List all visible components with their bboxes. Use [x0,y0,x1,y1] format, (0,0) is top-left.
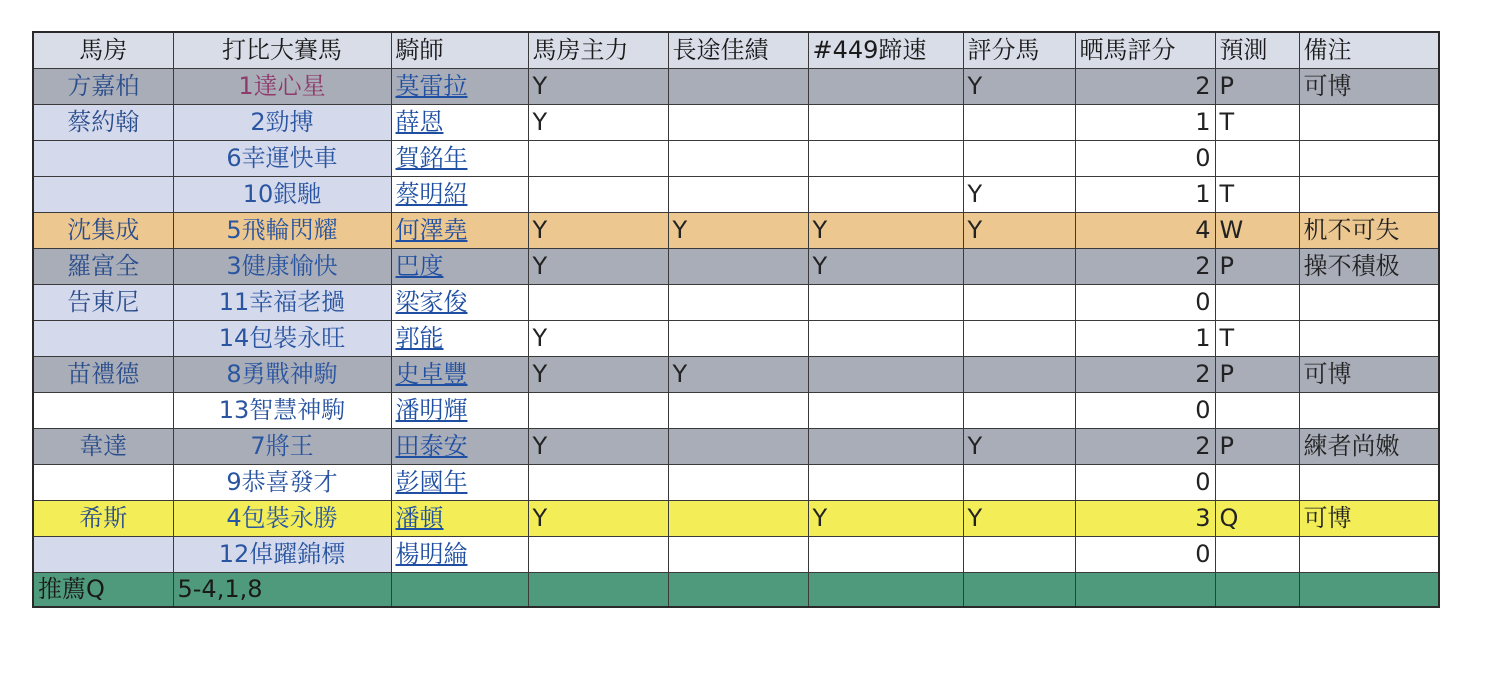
prediction-cell: P [1215,429,1299,465]
long-distance-cell [668,177,808,213]
rated-cell [963,105,1075,141]
long-distance-cell [668,429,808,465]
rated-cell [963,357,1075,393]
prediction-cell: W [1215,213,1299,249]
note-cell [1299,321,1439,357]
stable-cell: 苗禮德 [33,357,173,393]
stable-cell: 羅富全 [33,249,173,285]
rated-cell [963,537,1075,573]
footer-value: 5-4,1,8 [173,573,391,608]
speed-cell [808,537,963,573]
table-row [33,429,1439,465]
speed-cell [808,105,963,141]
long-distance-cell [668,501,808,537]
jockey-link[interactable]: 何澤堯 [391,213,528,249]
prediction-cell [1215,141,1299,177]
main-force-cell [528,285,668,321]
prediction-cell: P [1215,357,1299,393]
table-row [33,357,1439,393]
speed-cell [808,141,963,177]
jockey-link[interactable]: 彭國年 [391,465,528,501]
prediction-cell [1215,393,1299,429]
table-row [33,537,1439,573]
jockey-link[interactable]: 潘頓 [391,501,528,537]
score-cell: 2 [1075,429,1215,465]
main-force-cell: Y [528,105,668,141]
rated-cell [963,321,1075,357]
footer-label: 推薦Q [33,573,173,608]
rated-cell: Y [963,429,1075,465]
long-distance-cell [668,465,808,501]
long-distance-cell [668,321,808,357]
note-cell: 可博 [1299,69,1439,105]
prediction-cell: T [1215,321,1299,357]
stable-cell: 方嘉柏 [33,69,173,105]
note-cell [1299,537,1439,573]
horse-cell: 7將王 [173,429,391,465]
main-force-cell [528,537,668,573]
rated-cell: Y [963,501,1075,537]
table-row [33,285,1439,321]
score-cell: 0 [1075,537,1215,573]
long-distance-cell [668,393,808,429]
column-header: 打比大賽馬 [173,32,391,69]
note-cell: 操不積极 [1299,249,1439,285]
column-header: 長途佳績 [668,32,808,69]
column-header: 馬房 [33,32,173,69]
main-force-cell: Y [528,357,668,393]
note-cell: 可博 [1299,357,1439,393]
table-row [33,213,1439,249]
prediction-cell [1215,285,1299,321]
rated-cell [963,393,1075,429]
stable-cell [33,537,173,573]
long-distance-cell: Y [668,357,808,393]
long-distance-cell [668,249,808,285]
note-cell [1299,465,1439,501]
score-cell: 2 [1075,357,1215,393]
score-cell: 4 [1075,213,1215,249]
horse-cell: 1達心星 [173,69,391,105]
table-row [33,177,1439,213]
score-cell: 0 [1075,393,1215,429]
horse-cell: 9恭喜發才 [173,465,391,501]
rated-cell [963,141,1075,177]
main-force-cell: Y [528,249,668,285]
long-distance-cell: Y [668,213,808,249]
long-distance-cell [668,537,808,573]
column-header: 晒馬評分 [1075,32,1215,69]
column-header: 馬房主力 [528,32,668,69]
score-cell: 0 [1075,285,1215,321]
prediction-cell [1215,465,1299,501]
speed-cell [808,465,963,501]
table-row [33,249,1439,285]
table-row [33,501,1439,537]
score-cell: 0 [1075,141,1215,177]
score-cell: 3 [1075,501,1215,537]
main-force-cell [528,465,668,501]
column-header: #449蹄速 [808,32,963,69]
main-force-cell: Y [528,429,668,465]
rated-cell [963,465,1075,501]
long-distance-cell [668,105,808,141]
note-cell: 机不可失 [1299,213,1439,249]
score-cell: 1 [1075,321,1215,357]
stable-cell: 韋達 [33,429,173,465]
prediction-cell: T [1215,177,1299,213]
main-force-cell: Y [528,501,668,537]
column-header: 預測 [1215,32,1299,69]
note-cell [1299,393,1439,429]
stable-cell: 沈集成 [33,213,173,249]
main-force-cell: Y [528,321,668,357]
horse-cell: 11幸福老撾 [173,285,391,321]
main-force-cell: Y [528,213,668,249]
race-table [32,31,1440,608]
rated-cell: Y [963,69,1075,105]
horse-cell: 8勇戰神駒 [173,357,391,393]
stable-cell: 希斯 [33,501,173,537]
note-cell: 可博 [1299,501,1439,537]
jockey-link[interactable]: 莫雷拉 [391,69,528,105]
main-force-cell [528,393,668,429]
long-distance-cell [668,285,808,321]
rated-cell: Y [963,177,1075,213]
speed-cell [808,393,963,429]
speed-cell [808,357,963,393]
long-distance-cell [668,141,808,177]
footer-row [33,573,1439,608]
jockey-link[interactable]: 楊明綸 [391,537,528,573]
stable-cell [33,177,173,213]
score-cell: 1 [1075,105,1215,141]
table-row [33,141,1439,177]
note-cell [1299,141,1439,177]
speed-cell [808,69,963,105]
prediction-cell: Q [1215,501,1299,537]
table-row [33,69,1439,105]
score-cell: 1 [1075,177,1215,213]
note-cell [1299,105,1439,141]
column-header: 騎師 [391,32,528,69]
prediction-cell [1215,537,1299,573]
table-row [33,393,1439,429]
jockey-link[interactable]: 賀銘年 [391,141,528,177]
prediction-cell: T [1215,105,1299,141]
prediction-cell: P [1215,69,1299,105]
horse-cell: 3健康愉快 [173,249,391,285]
prediction-cell: P [1215,249,1299,285]
rated-cell: Y [963,213,1075,249]
horse-cell: 6幸運快車 [173,141,391,177]
long-distance-cell [668,69,808,105]
jockey-link[interactable]: 郭能 [391,321,528,357]
table-row [33,105,1439,141]
speed-cell: Y [808,249,963,285]
main-force-cell [528,177,668,213]
score-cell: 0 [1075,465,1215,501]
main-force-cell [528,141,668,177]
note-cell [1299,177,1439,213]
score-cell: 2 [1075,249,1215,285]
stable-cell: 告東尼 [33,285,173,321]
jockey-link[interactable]: 蔡明紹 [391,177,528,213]
column-header: 備注 [1299,32,1439,69]
header-row [33,32,1439,69]
table-row [33,465,1439,501]
speed-cell [808,285,963,321]
horse-cell: 2勁搏 [173,105,391,141]
note-cell [1299,285,1439,321]
horse-cell: 13智慧神駒 [173,393,391,429]
jockey-link[interactable]: 田泰安 [391,429,528,465]
note-cell: 練者尚嫩 [1299,429,1439,465]
stable-cell [33,321,173,357]
stable-cell [33,141,173,177]
speed-cell [808,177,963,213]
jockey-link[interactable]: 薛恩 [391,105,528,141]
speed-cell: Y [808,213,963,249]
rated-cell [963,285,1075,321]
speed-cell [808,321,963,357]
horse-cell: 5飛輪閃耀 [173,213,391,249]
score-cell: 2 [1075,69,1215,105]
main-force-cell: Y [528,69,668,105]
speed-cell [808,429,963,465]
horse-cell: 12倬躍錦標 [173,537,391,573]
jockey-link[interactable]: 梁家俊 [391,285,528,321]
jockey-link[interactable]: 潘明輝 [391,393,528,429]
stable-cell: 蔡約翰 [33,105,173,141]
horse-cell: 4包裝永勝 [173,501,391,537]
column-header: 評分馬 [963,32,1075,69]
jockey-link[interactable]: 巴度 [391,249,528,285]
table-row [33,321,1439,357]
stable-cell [33,393,173,429]
stable-cell [33,465,173,501]
horse-cell: 14包裝永旺 [173,321,391,357]
speed-cell: Y [808,501,963,537]
rated-cell [963,249,1075,285]
jockey-link[interactable]: 史卓豐 [391,357,528,393]
horse-cell: 10銀馳 [173,177,391,213]
